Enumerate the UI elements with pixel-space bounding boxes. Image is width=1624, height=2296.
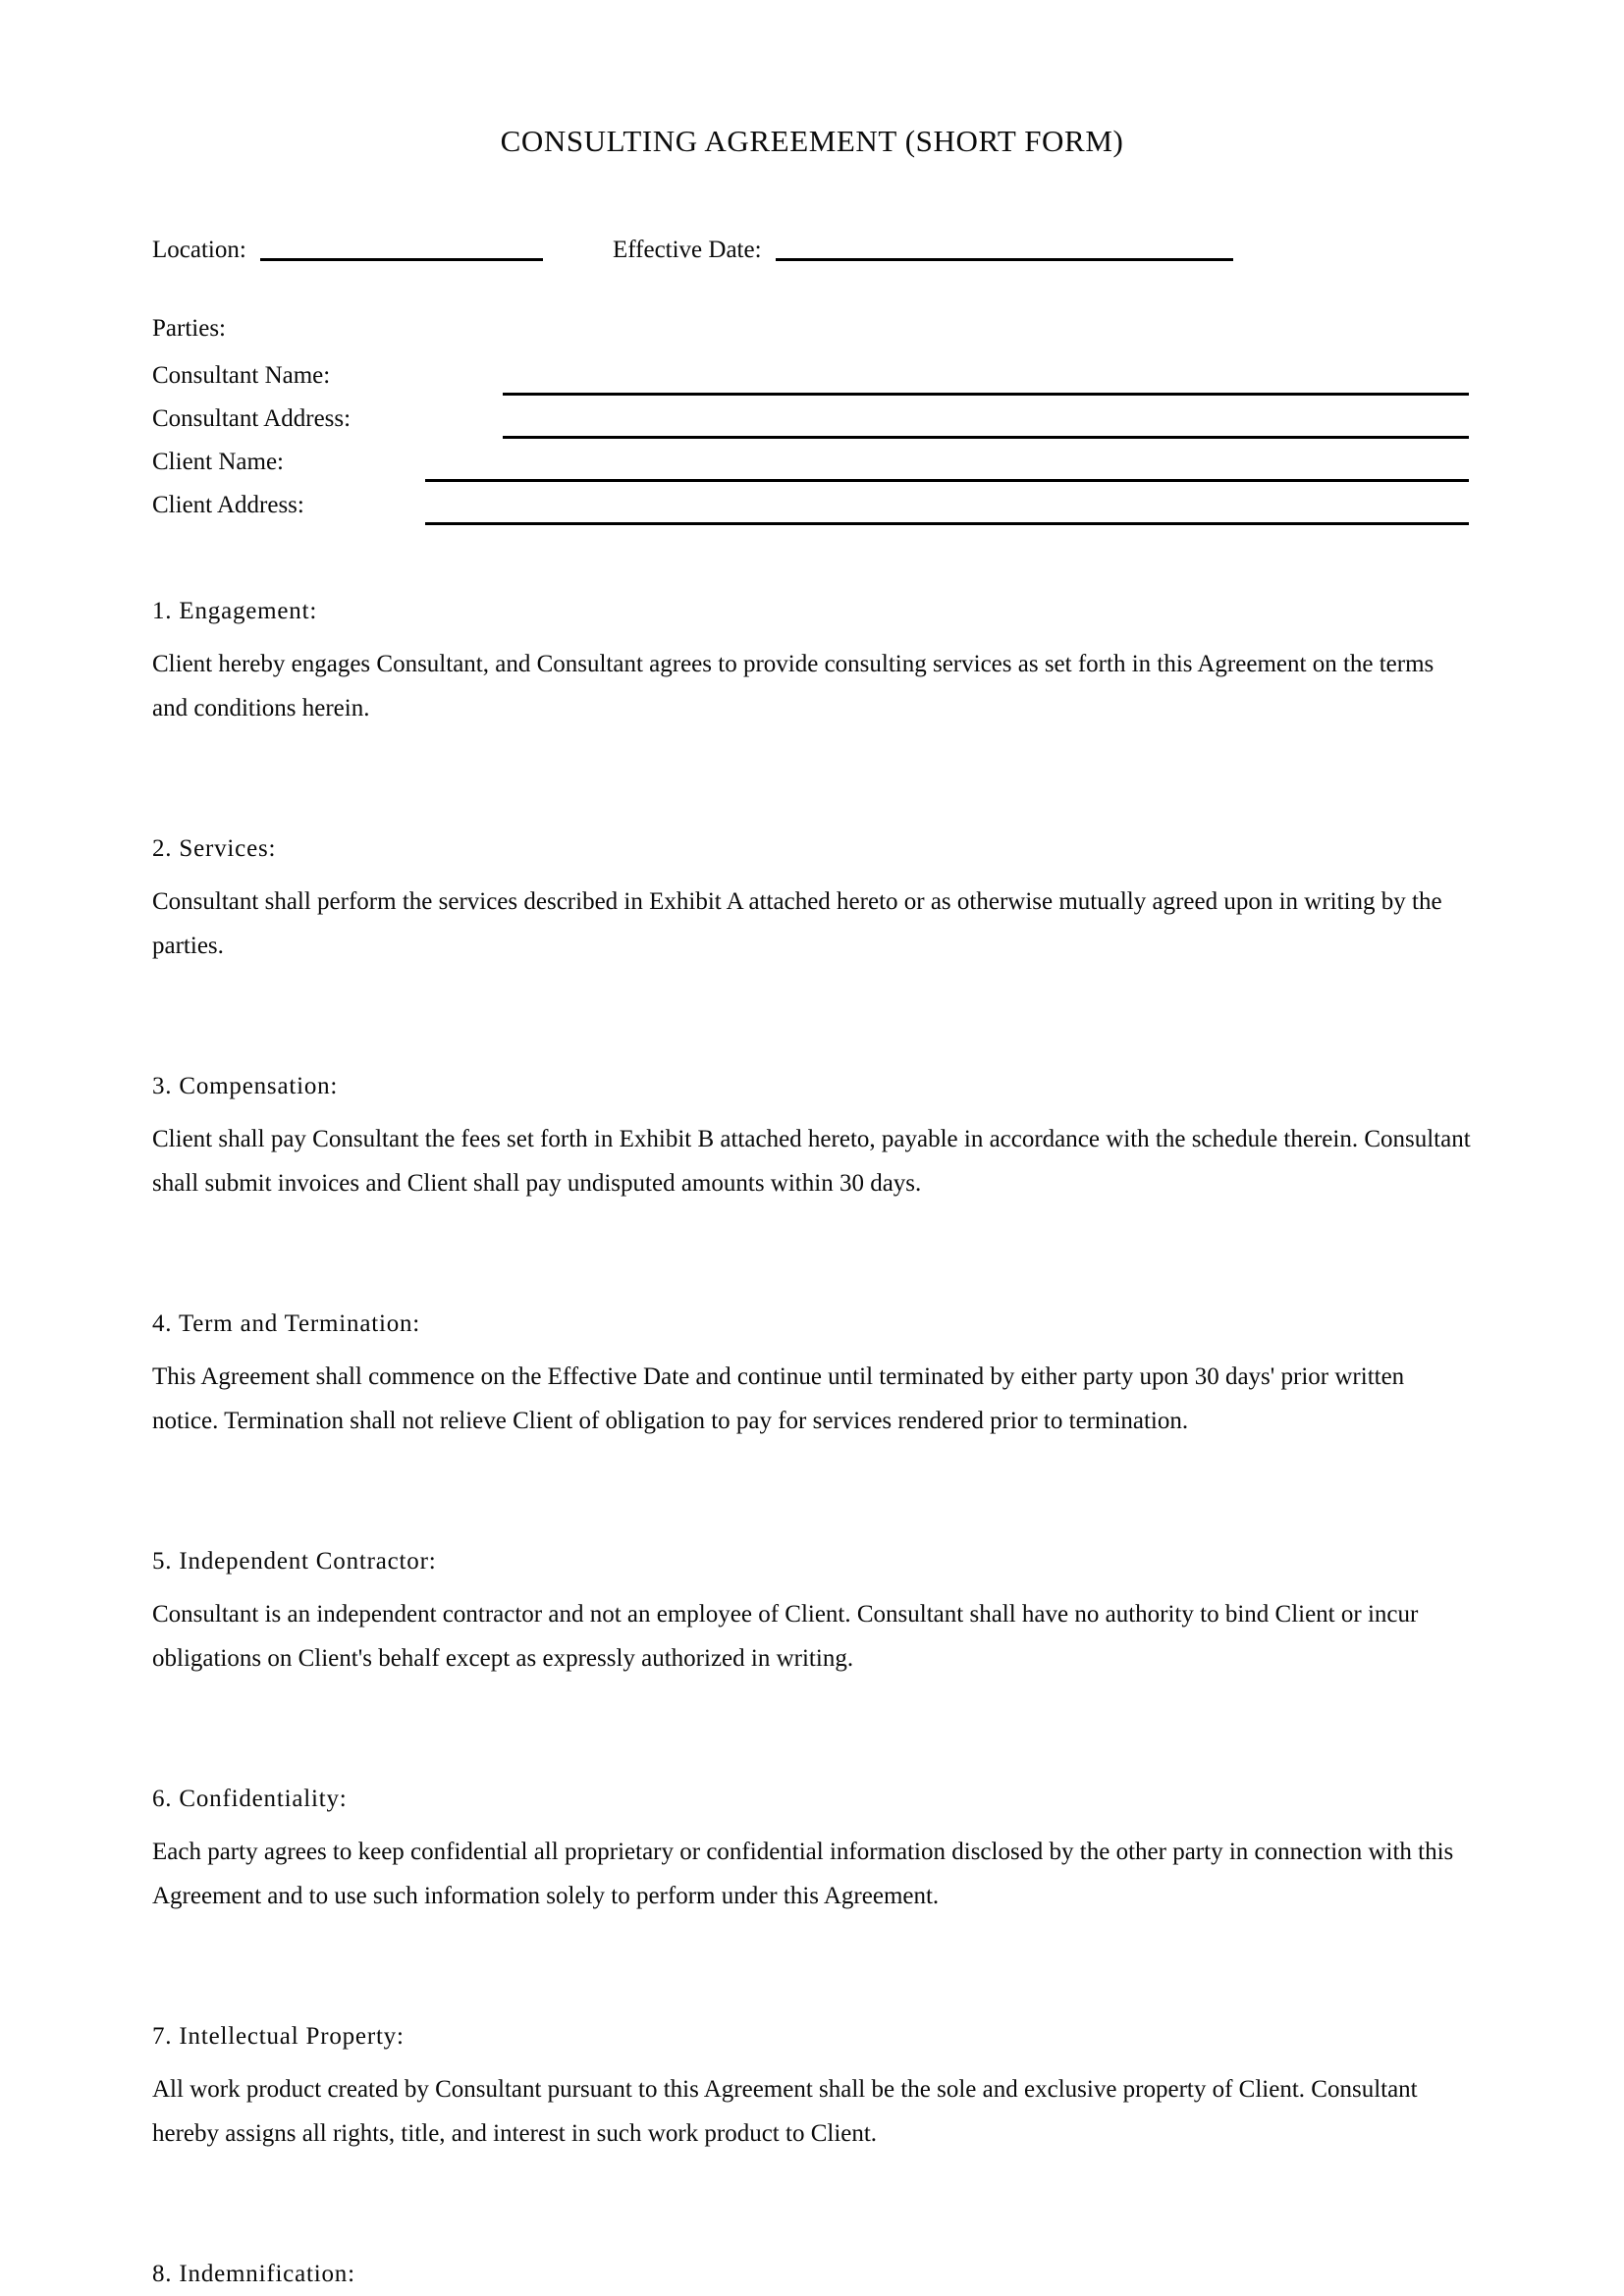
client-name-label: Client Name:: [152, 449, 284, 475]
page-title: CONSULTING AGREEMENT (SHORT FORM): [500, 124, 1124, 158]
party-row: [152, 361, 1469, 404]
clause-section: [152, 597, 1473, 730]
party-row: [152, 448, 1469, 491]
clause-body-independent-contractor: Consultant is an independent contractor and not an employee of Client. Consultant shall have no authority to bind Client or incur obligations on Client's behalf except as expressly authorized in writing.: [152, 1601, 1419, 1672]
clause-heading-intellectual-property: 7. Intellectual Property:: [152, 2023, 405, 2050]
parties-block: [152, 314, 1469, 534]
parties-heading: Parties:: [152, 315, 226, 342]
consultant-name-fill-line[interactable]: [503, 393, 1469, 396]
clause-heading-term-and-termination: 4. Term and Termination:: [152, 1310, 421, 1337]
consultant-name-label: Consultant Name:: [152, 362, 331, 389]
clause-section: [152, 1072, 1473, 1205]
clause-body-confidentiality: Each party agrees to keep confidential all proprietary or confidential information disclosed by the other party in connection with this Agreement and to use such information solely to perform under this Agreement.: [152, 1839, 1454, 1909]
clause-body-intellectual-property: All work product created by Consultant pursuant to this Agreement shall be the sole and exclusive property of Client. Consultant hereby assigns all rights, title, and interest in such work product to Client.: [152, 2076, 1418, 2147]
consultant-address-label: Consultant Address:: [152, 405, 352, 432]
clause-section: [152, 1309, 1473, 1443]
clause-section: [152, 834, 1473, 968]
clause-heading-independent-contractor: 5. Independent Contractor:: [152, 1548, 437, 1575]
clause-heading-confidentiality: 6. Confidentiality:: [152, 1786, 348, 1812]
clause-heading-engagement: 1. Engagement:: [152, 598, 318, 624]
clause-body-engagement: Client hereby engages Consultant, and Consultant agrees to provide consulting services as set forth in this Agreement on the terms and conditions herein.: [152, 651, 1435, 721]
client-address-label: Client Address:: [152, 492, 304, 518]
effective-date-fill-line[interactable]: [776, 258, 1233, 261]
location-fill-line[interactable]: [260, 258, 543, 261]
clause-section: [152, 2260, 1473, 2289]
effective-date-label: Effective Date:: [613, 237, 762, 263]
location-field: [152, 226, 543, 265]
clause-section: [152, 1547, 1473, 1681]
location-label: Location:: [152, 237, 246, 263]
effective-date-field: [613, 226, 1233, 265]
header-meta-row: [152, 226, 1469, 271]
clause-list: [152, 597, 1473, 2296]
consultant-address-fill-line[interactable]: [503, 436, 1469, 439]
clause-heading-indemnification: 8. Indemnification:: [152, 2261, 355, 2287]
clause-body-term-and-termination: This Agreement shall commence on the Effective Date and continue until terminated by either party upon 30 days' prior written notice. Termination shall not relieve Client of obligation to pay for services rendered prior to termination.: [152, 1363, 1405, 1434]
clause-section: [152, 2022, 1473, 2156]
party-row: [152, 491, 1469, 534]
clause-heading-services: 2. Services:: [152, 835, 277, 862]
client-address-fill-line[interactable]: [425, 522, 1469, 525]
clause-body-services: Consultant shall perform the services described in Exhibit A attached hereto or as otherwise mutually agreed upon in writing by the parties.: [152, 888, 1442, 959]
clause-section: [152, 1785, 1473, 1918]
clause-body-compensation: Client shall pay Consultant the fees set forth in Exhibit B attached hereto, payable in accordance with the schedule therein. Consultant shall submit invoices and Client shall pay undisputed amounts within 30 days.: [152, 1126, 1471, 1197]
clause-heading-compensation: 3. Compensation:: [152, 1073, 339, 1099]
client-name-fill-line[interactable]: [425, 479, 1469, 482]
party-row: [152, 404, 1469, 448]
